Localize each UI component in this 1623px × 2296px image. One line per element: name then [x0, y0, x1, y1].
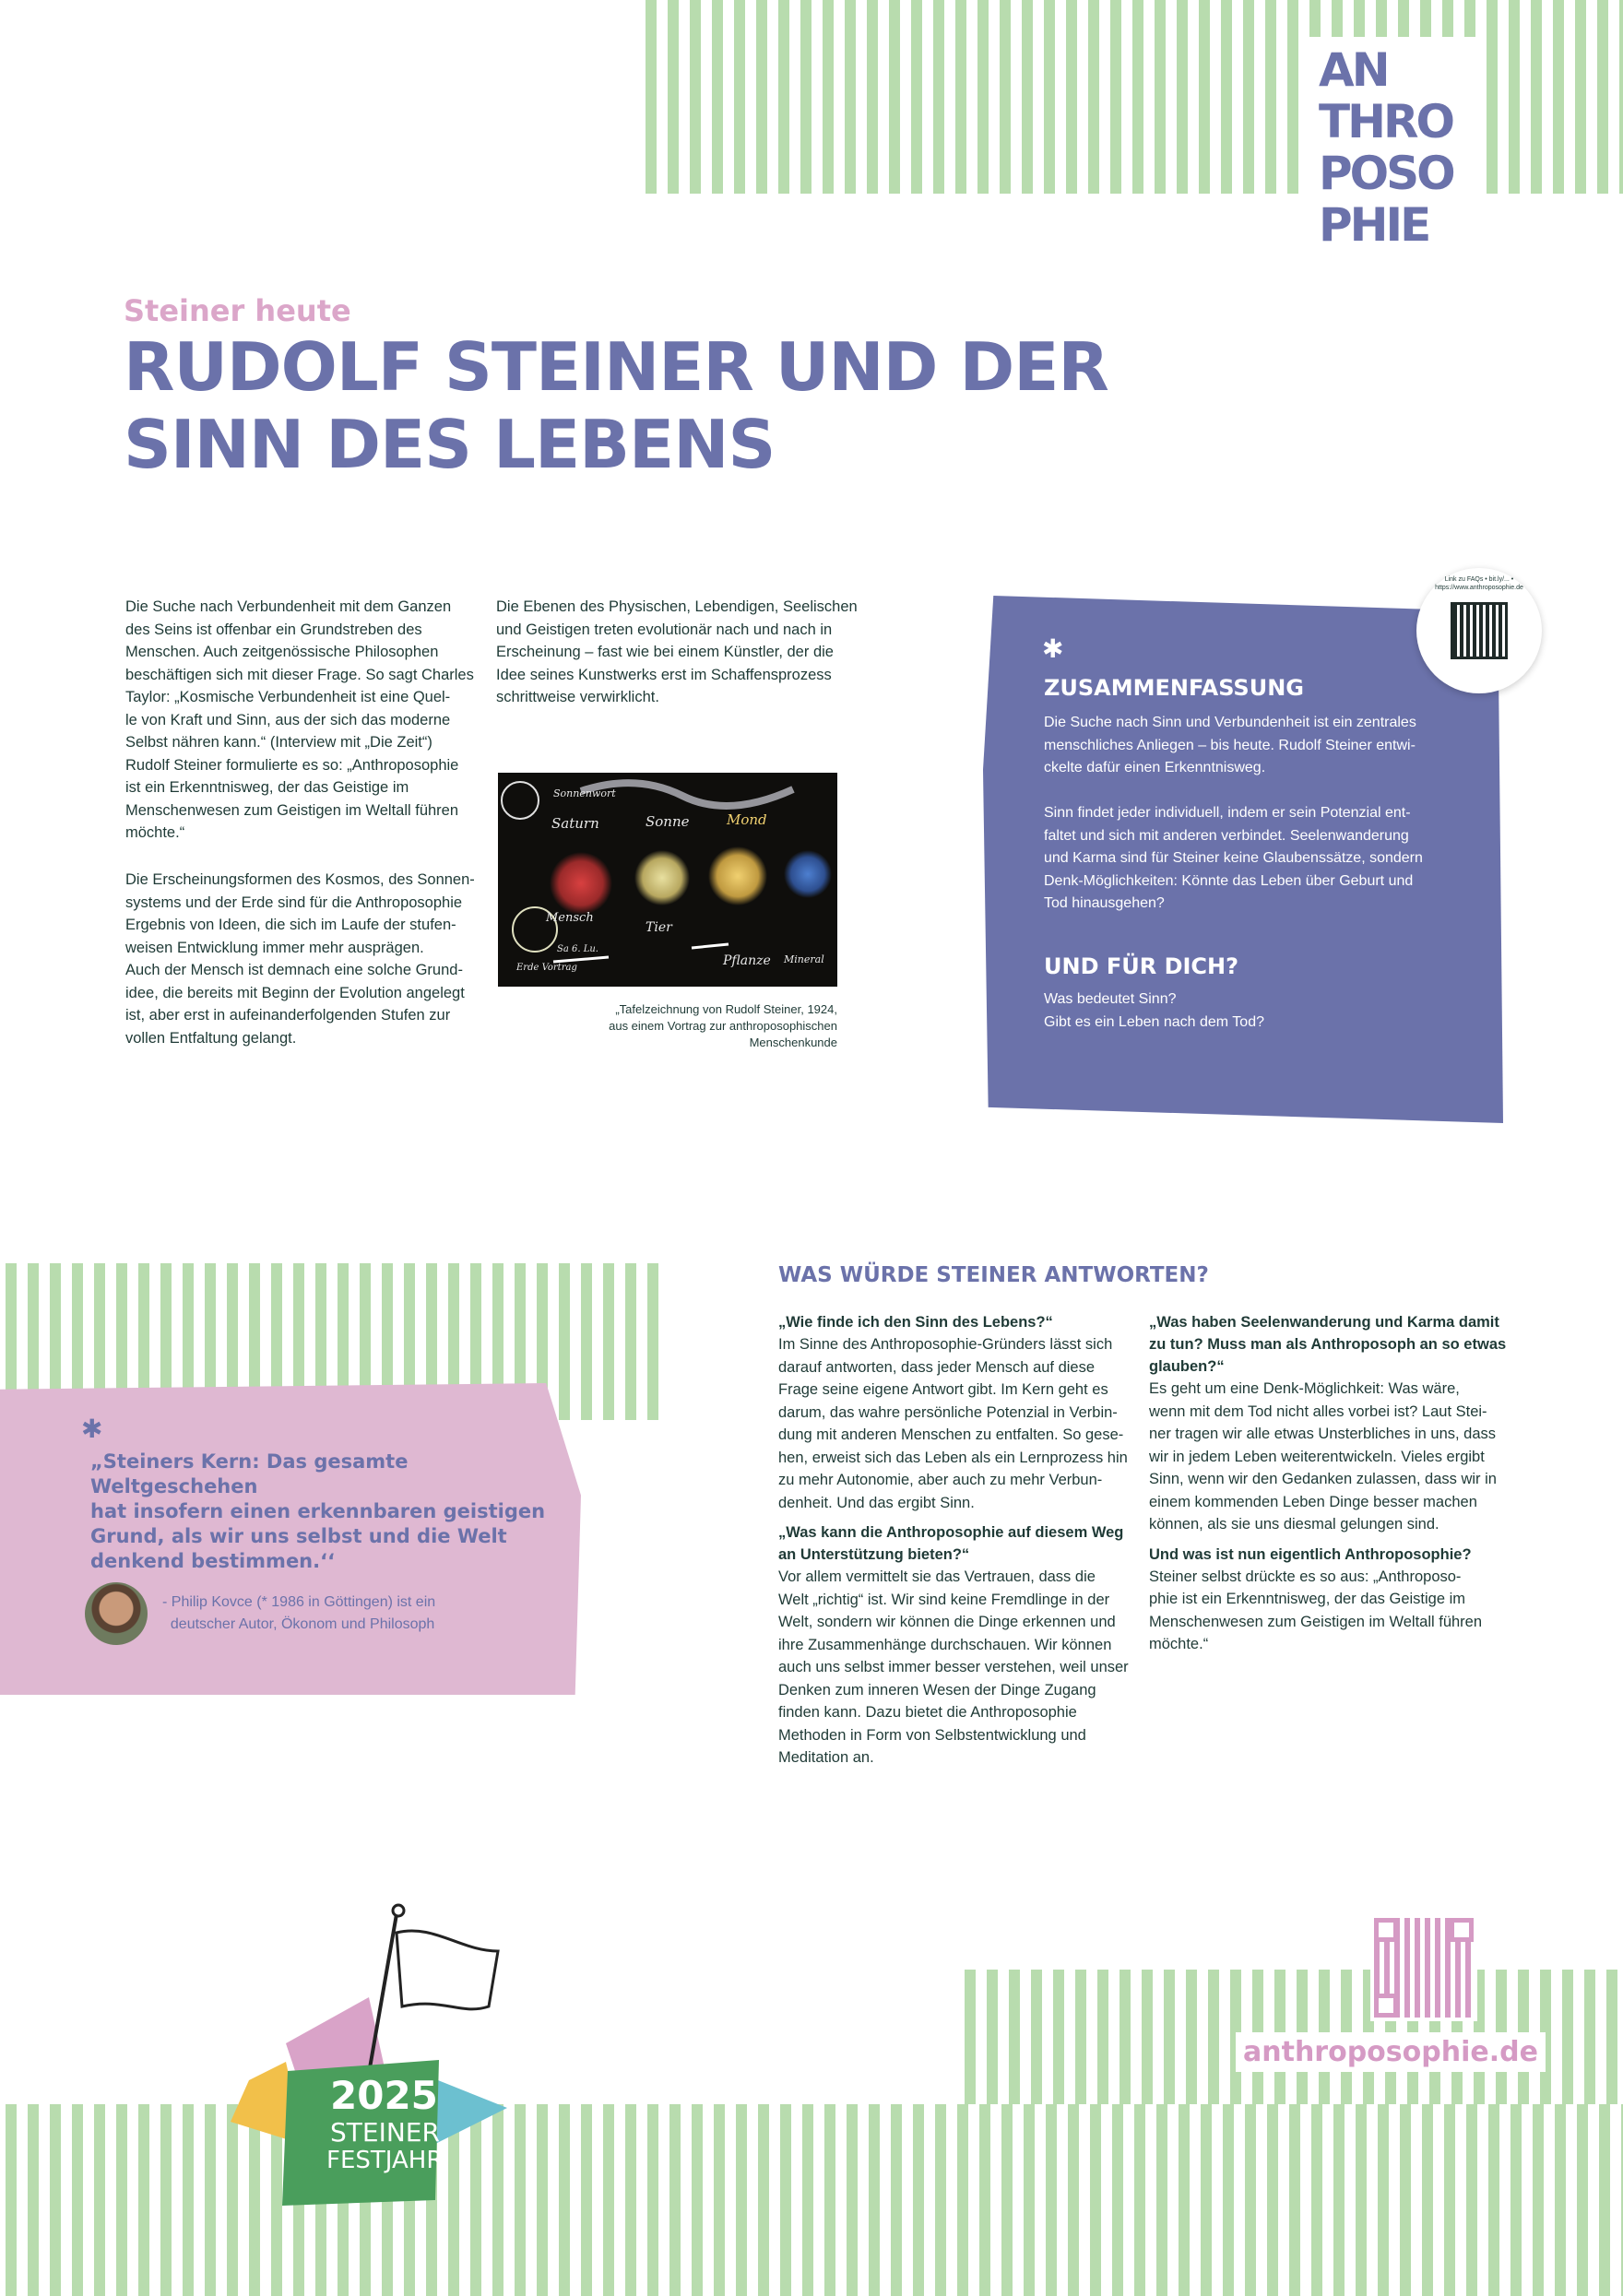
- faq-qr-badge[interactable]: [1416, 568, 1542, 693]
- summary-title: ZUSAMMENFASSUNG: [1044, 675, 1304, 701]
- summary-star-icon: ✱: [1042, 634, 1064, 663]
- bb-word-sonnenwort: Sonnenwort: [553, 787, 616, 799]
- bb-word-mensch: Mensch: [546, 911, 594, 925]
- question-3: „Was haben Seelenwanderung und Karma damit zu tun? Muss man als Anthroposoph an so etwas glauben?“: [1149, 1314, 1507, 1375]
- summary-paragraph-2: Sinn findet jeder individuell, indem er sein Potenzial ent- faltet und sich mit anderen verbindet. Seelenwanderung und Karma sind für Steiner keine Glaubenssätze, sondern Denk-Möglichkeiten: Könnte das Leben über Geburt und Tod hinausgehen?: [1044, 805, 1423, 911]
- gold-circle: [708, 846, 767, 905]
- answer-3: Es geht um eine Denk-Möglichkeit: Was wäre, wenn mit dem Tod nicht alles vorbei ist? Laut Stei- ner tragen wir alle etwas Unsterbliches in uns, dass wir in jedem Leben weiterentwickeln. Vieles ergibt Sinn, wenn wir den Gedanken zulassen, dass wir in einem kommenden Leben Dinge besser machen können, als sie uns diesmal gelungen sind.: [1149, 1380, 1497, 1533]
- logo-line-4: PHIE: [1319, 198, 1429, 252]
- bb-word-sonne: Sonne: [646, 813, 690, 830]
- logo-line-1: AN: [1319, 43, 1388, 97]
- you-title: UND FÜR DICH?: [1044, 953, 1239, 979]
- question-1: „Wie finde ich den Sinn des Lebens?“: [778, 1314, 1053, 1331]
- bb-word-mineral: Mineral: [784, 953, 824, 965]
- anthroposophie-logo: [1309, 37, 1485, 263]
- bb-word-date: Sa 6. Lu.: [557, 944, 598, 954]
- kicker: Steiner heute: [124, 293, 351, 328]
- website-link[interactable]: anthroposophie.de: [1236, 2032, 1546, 2072]
- intro-col1-paragraph-2: Die Erscheinungsformen des Kosmos, des Sonnen- systems und der Erde sind für die Anthroposophie Ergebnis von Ideen, die sich im Laufe der stufen- weisen Entwicklung immer mehr ausprägen. Auch der Mensch ist demnach eine solche Grund- idee, die bereits mit Beginn der Evolution angelegt ist, aber erst in aufeinanderfolgenden Stufen zur vollen Entfaltung gelangt.: [125, 871, 475, 1047]
- festjahr-line-2: FESTJAHR: [326, 2147, 444, 2174]
- festjahr-year: 2025: [330, 2073, 438, 2118]
- page-title: RUDOLF STEINER UND DER SINN DES LEBENS: [124, 328, 1108, 483]
- answer-1: Im Sinne des Anthroposophie-Gründers lässt sich darauf antworten, dass jeder Mensch auf diese Frage seine eigene Antwort gibt. Im Kern geht es darum, das wahre persönliche Potenzial in Verbin- dung mit anderen Menschen zu entfalten. So gese- hen, erweist sich das Leben als ein Lernprozess hin zu mehr Autonomie, aber auch zu mehr Verbun- denheit. Und das ergibt Sinn.: [778, 1336, 1128, 1511]
- quote-star-icon: ✱: [81, 1414, 103, 1443]
- question-4: Und was ist nun eigentlich Anthroposophie?: [1149, 1545, 1472, 1563]
- author-avatar: [85, 1582, 148, 1645]
- bb-word-mond: Mond: [727, 811, 767, 828]
- bb-word-pflanze: Pflanze: [723, 953, 771, 968]
- faq-ring-text: Link zu FAQs • bit.ly/... • https://www.anthroposophie.de: [1435, 576, 1523, 591]
- intro-col1-paragraph-1: Die Suche nach Verbundenheit mit dem Ganzen des Seins ist offenbar ein Grundstreben des Menschen. Auch zeitgenössische Philosophen beschäftigen sich mit dieser Frage. So sagt Charles Taylor: „Kosmische Verbundenheit ist eine Quel- le von Kraft und Sinn, aus der sich das moderne Selbst nähren kann.“ (Interview mit „Die Zeit“) Rudolf Steiner formulierte es so: „Anthroposophie ist ein Erkenntnisweg, der das Geistige im Menschenwesen zum Geistigen im Weltall führen möchte.“: [125, 598, 474, 841]
- logo-line-3: POSO: [1319, 147, 1453, 200]
- answer-2: Vor allem vermittelt sie das Vertrauen, dass die Welt „richtig“ ist. Wir sind keine Fremdlinge in der Welt, sondern wir können die Dinge erkennen und ihre Zusammenhänge durchschauen. Wir können auch uns selbst immer besser verstehen, weil unser Denken zum inneren Wesen der Dinge Zugang finden kann. Dazu bietet die Anthroposophie Methoden in Form von Selbstentwicklung und Meditation an.: [778, 1568, 1129, 1766]
- you-text: Was bedeutet Sinn? Gibt es ein Leben nach dem Tod?: [1044, 991, 1264, 1030]
- question-2: „Was kann die Anthroposophie auf diesem Weg an Unterstützung bieten?“: [778, 1524, 1124, 1563]
- quote-text: „Steiners Kern: Das gesamte Weltgeschehen hat insofern einen erkennbaren geistigen Grund, als wir uns selbst und die Welt denkend bestimmen.‘‘: [90, 1450, 546, 1572]
- logo-line-2: THRO: [1319, 95, 1452, 148]
- qa-title: WAS WÜRDE STEINER ANTWORTEN?: [778, 1263, 1209, 1287]
- bb-word-vortrag: Erde Vortrag: [516, 963, 577, 973]
- festjahr-line-1: STEINER: [330, 2117, 440, 2148]
- festjahr-logo: [221, 1896, 526, 2209]
- quote-author: - Philip Kovce (* 1986 in Göttingen) ist ein deutscher Autor, Ökonom und Philosoph: [162, 1594, 436, 1632]
- summary-paragraph-1: Die Suche nach Sinn und Verbundenheit ist ein zentrales menschliches Anliegen – bis heute. Rudolf Steiner entwi- ckelte dafür einen Erkenntnisweg.: [1044, 715, 1416, 775]
- blue-circle: [784, 850, 832, 898]
- intro-col2-paragraph-1: Die Ebenen des Physischen, Lebendigen, Seelischen und Geistigen treten evolutionär nach und nach in Erscheinung – fast wie bei einem Künstler, der die Idee seines Kunstwerks erst im Schaffensprozess schrittweise verwirklicht.: [496, 598, 858, 705]
- bb-word-tier: Tier: [646, 920, 672, 935]
- image-caption: „Tafelzeichnung von Rudolf Steiner, 1924, aus einem Vortrag zur anthroposophischen Menschenkunde: [609, 1002, 837, 1049]
- faq-qr-code-icon: [1453, 605, 1505, 657]
- blackboard-drawing: [498, 773, 837, 987]
- red-circle: [550, 852, 612, 915]
- footer-qr-code-icon[interactable]: [1370, 1914, 1477, 2021]
- qa-column-left: [778, 1311, 1147, 1777]
- bb-word-saturn: Saturn: [551, 815, 599, 832]
- answer-4: Steiner selbst drückte es so aus: „Anthroposo- phie ist ein Erkenntnisweg, der das Geistige im Menschenwesen zum Geistigen im Weltall führen möchte.“: [1149, 1568, 1483, 1652]
- qa-column-right: [1149, 1311, 1518, 1663]
- yellow-circle: [634, 850, 690, 905]
